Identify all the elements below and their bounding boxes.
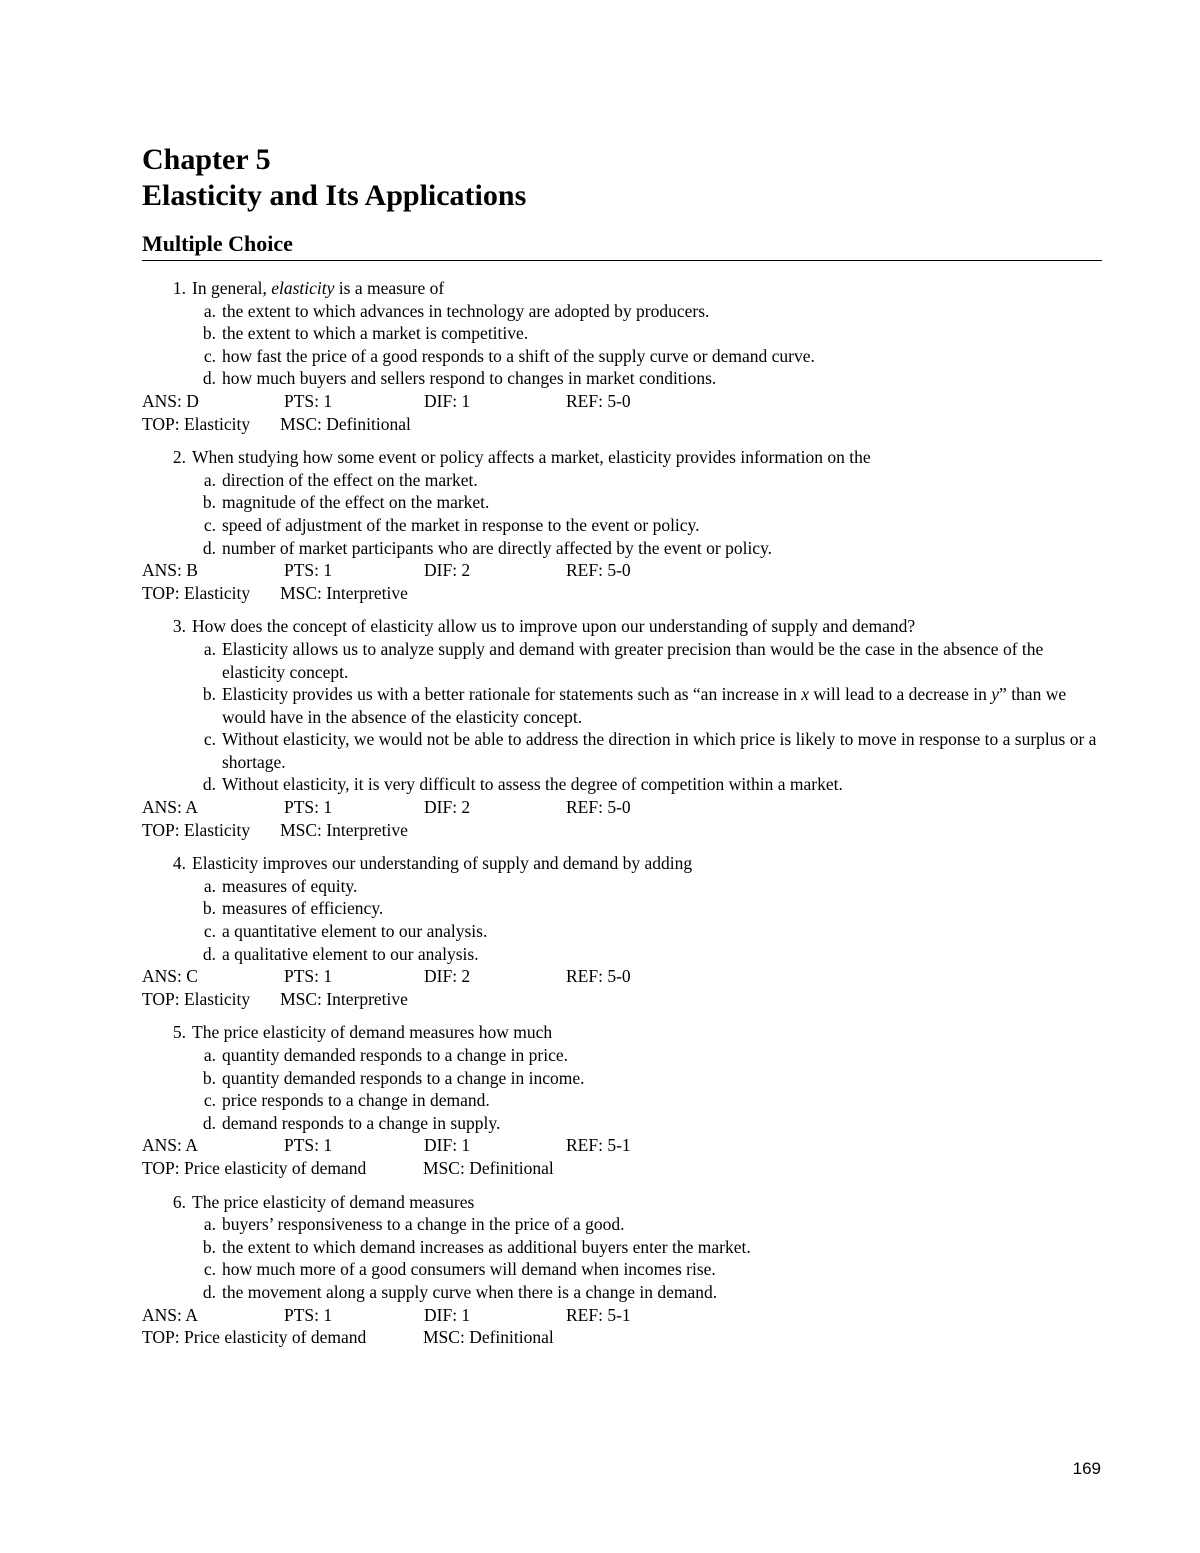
choice-text: Elasticity allows us to analyze supply and demand with greater precision than would be the case in the absence of the elasticity concept. — [222, 638, 1044, 682]
choice-text: Without elasticity, it is very difficult to assess the degree of competition within a market. — [222, 774, 843, 795]
choice-text: buyers’ responsiveness to a change in the price of a good. — [222, 1214, 625, 1235]
answer-meta-row — [142, 796, 1102, 819]
choice-text: demand responds to a change in supply. — [222, 1112, 501, 1133]
answer-choice — [142, 897, 1102, 920]
answer-choice — [142, 943, 1102, 966]
question-list — [142, 277, 1102, 1349]
question-stem: How does the concept of elasticity allow us to improve upon our understanding of supply and demand? — [192, 616, 916, 637]
question-stem: The price elasticity of demand measures — [192, 1191, 475, 1212]
choice-letter: c. — [203, 729, 216, 750]
page-number: 169 — [1072, 1459, 1101, 1478]
topic: TOP: Price elasticity of demand — [142, 1327, 367, 1348]
choice-text: speed of adjustment of the market in response to the event or policy. — [222, 514, 700, 535]
choice-letter: d. — [202, 368, 216, 389]
choice-letter: d. — [202, 1112, 216, 1133]
choice-letter: b. — [202, 492, 216, 513]
points: PTS: 1 — [284, 390, 333, 411]
choice-letter: c. — [203, 1090, 216, 1111]
question-number: 1. — [172, 278, 186, 298]
answer-choice — [142, 491, 1102, 514]
answer-choice — [142, 469, 1102, 492]
msc-category: MSC: Interpretive — [280, 988, 408, 1009]
question-number: 5. — [172, 1022, 186, 1043]
topic-meta-row — [142, 1157, 1102, 1180]
chapter-title: Elasticity and Its Applications — [142, 179, 527, 212]
answer-choice — [142, 773, 1102, 796]
choice-letter: a. — [203, 638, 216, 659]
choice-text: the extent to which advances in technology are adopted by producers. — [222, 300, 710, 321]
question-number: 2. — [172, 447, 186, 468]
topic-meta-row — [142, 819, 1102, 842]
choice-letter: c. — [203, 345, 216, 366]
answer-meta-row — [142, 1134, 1102, 1157]
reference: REF: 5-0 — [566, 966, 631, 987]
answer-choice — [142, 367, 1102, 390]
document-page — [142, 142, 1102, 1360]
choice-letter: b. — [202, 684, 216, 705]
difficulty: DIF: 1 — [424, 390, 471, 411]
answer-meta-row — [142, 559, 1102, 582]
topic-meta-row — [142, 582, 1102, 605]
choice-letter: b. — [202, 898, 216, 919]
topic-meta-row — [142, 413, 1102, 436]
choice-text: Without elasticity, we would not be able to address the direction in which price is likely to move in response to a surplus or a shortage. — [222, 729, 1097, 772]
question-number: 3. — [172, 616, 186, 637]
question-stem: In general, elasticity is a measure of — [192, 278, 445, 298]
choice-letter: a. — [203, 300, 216, 321]
answer-key: ANS: B — [142, 560, 198, 581]
question-stem: When studying how some event or policy affects a market, elasticity provides information on the — [192, 447, 871, 468]
choice-text: measures of equity. — [222, 875, 358, 896]
choice-text: Elasticity provides us with a better rationale for statements such as “an increase in x will lead to a decrease in y” than we would have in the absence of the elasticity concept. — [222, 684, 1067, 727]
difficulty: DIF: 2 — [424, 797, 471, 818]
question-number: 6. — [172, 1191, 186, 1212]
choice-text: magnitude of the effect on the market. — [222, 492, 490, 513]
topic-meta-row — [142, 1326, 1102, 1349]
points: PTS: 1 — [284, 797, 333, 818]
choice-text: how much buyers and sellers respond to changes in market conditions. — [222, 368, 717, 389]
choice-letter: b. — [202, 1067, 216, 1088]
answer-key: ANS: A — [142, 797, 198, 818]
choice-text: quantity demanded responds to a change in price. — [222, 1045, 569, 1065]
answer-choice — [142, 1112, 1102, 1135]
choice-text: number of market participants who are directly affected by the event or policy. — [222, 537, 773, 558]
answer-choice — [142, 638, 1102, 683]
choice-text: a qualitative element to our analysis. — [222, 943, 479, 964]
choice-text: price responds to a change in demand. — [222, 1090, 490, 1111]
reference: REF: 5-1 — [566, 1135, 631, 1156]
answer-choice — [142, 322, 1102, 345]
topic: TOP: Elasticity — [142, 988, 251, 1009]
difficulty: DIF: 2 — [424, 966, 471, 987]
question-item — [142, 852, 1102, 1010]
msc-category: MSC: Interpretive — [280, 819, 408, 840]
choice-text: quantity demanded responds to a change in income. — [222, 1067, 585, 1088]
answer-choice — [142, 875, 1102, 898]
topic: TOP: Price elasticity of demand — [142, 1157, 367, 1178]
question-item — [142, 615, 1102, 841]
choice-letter: b. — [202, 323, 216, 344]
choice-letter: a. — [203, 1045, 216, 1065]
reference: REF: 5-0 — [566, 797, 631, 818]
points: PTS: 1 — [284, 560, 333, 581]
points: PTS: 1 — [284, 1135, 333, 1156]
choice-text: how much more of a good consumers will demand when incomes rise. — [222, 1259, 716, 1280]
choice-letter: c. — [203, 514, 216, 535]
answer-choice — [142, 728, 1102, 773]
answer-choice — [142, 1067, 1102, 1090]
question-item — [142, 446, 1102, 604]
difficulty: DIF: 2 — [424, 560, 471, 581]
difficulty: DIF: 1 — [424, 1304, 471, 1325]
question-item — [142, 277, 1102, 435]
choice-text: how fast the price of a good responds to a shift of the supply curve or demand curve. — [222, 345, 815, 366]
reference: REF: 5-1 — [566, 1304, 631, 1325]
points: PTS: 1 — [284, 1304, 333, 1325]
choice-letter: b. — [202, 1236, 216, 1257]
choice-letter: d. — [202, 1281, 216, 1302]
question-number: 4. — [172, 853, 186, 874]
reference: REF: 5-0 — [566, 390, 631, 411]
points: PTS: 1 — [284, 966, 333, 987]
choice-letter: c. — [203, 921, 216, 942]
answer-meta-row — [142, 390, 1102, 413]
msc-category: MSC: Definitional — [423, 1157, 554, 1178]
topic-meta-row — [142, 988, 1102, 1011]
reference: REF: 5-0 — [566, 560, 631, 581]
question-item — [142, 1191, 1102, 1349]
answer-key: ANS: A — [142, 1304, 198, 1325]
difficulty: DIF: 1 — [424, 1135, 471, 1156]
choice-letter: a. — [203, 1214, 216, 1235]
choice-text: the movement along a supply curve when there is a change in demand. — [222, 1281, 718, 1302]
answer-key: ANS: D — [142, 390, 199, 411]
chapter-number: Chapter 5 — [142, 143, 271, 176]
topic: TOP: Elasticity — [142, 582, 251, 603]
answer-choice — [142, 345, 1102, 368]
answer-choice — [142, 683, 1102, 728]
answer-choice — [142, 514, 1102, 537]
question-stem: Elasticity improves our understanding of supply and demand by adding — [192, 853, 693, 874]
question-item — [142, 1021, 1102, 1179]
answer-choice — [142, 920, 1102, 943]
choice-text: measures of efficiency. — [222, 898, 384, 919]
answer-meta-row — [142, 1304, 1102, 1327]
answer-choice — [142, 1236, 1102, 1259]
answer-choice — [142, 1213, 1102, 1236]
answer-key: ANS: A — [142, 1135, 198, 1156]
answer-meta-row — [142, 965, 1102, 988]
question-stem: The price elasticity of demand measures how much — [192, 1022, 553, 1043]
answer-choice — [142, 1258, 1102, 1281]
choice-letter: a. — [203, 469, 216, 490]
section-heading: Multiple Choice — [142, 230, 1102, 261]
msc-category: MSC: Definitional — [423, 1327, 554, 1348]
answer-choice — [142, 1281, 1102, 1304]
topic: TOP: Elasticity — [142, 819, 251, 840]
choice-text: a quantitative element to our analysis. — [222, 921, 488, 942]
choice-letter: d. — [202, 943, 216, 964]
msc-category: MSC: Interpretive — [280, 582, 408, 603]
answer-key: ANS: C — [142, 966, 198, 987]
answer-choice — [142, 300, 1102, 323]
msc-category: MSC: Definitional — [280, 413, 411, 434]
answer-choice — [142, 537, 1102, 560]
choice-text: the extent to which a market is competitive. — [222, 323, 529, 344]
choice-letter: d. — [202, 537, 216, 558]
choice-text: direction of the effect on the market. — [222, 469, 478, 490]
answer-choice — [142, 1089, 1102, 1112]
choice-letter: a. — [203, 875, 216, 896]
choice-letter: c. — [203, 1259, 216, 1280]
topic: TOP: Elasticity — [142, 413, 251, 434]
choice-letter: d. — [202, 774, 216, 795]
answer-choice — [142, 1044, 1102, 1067]
choice-text: the extent to which demand increases as additional buyers enter the market. — [222, 1236, 751, 1257]
